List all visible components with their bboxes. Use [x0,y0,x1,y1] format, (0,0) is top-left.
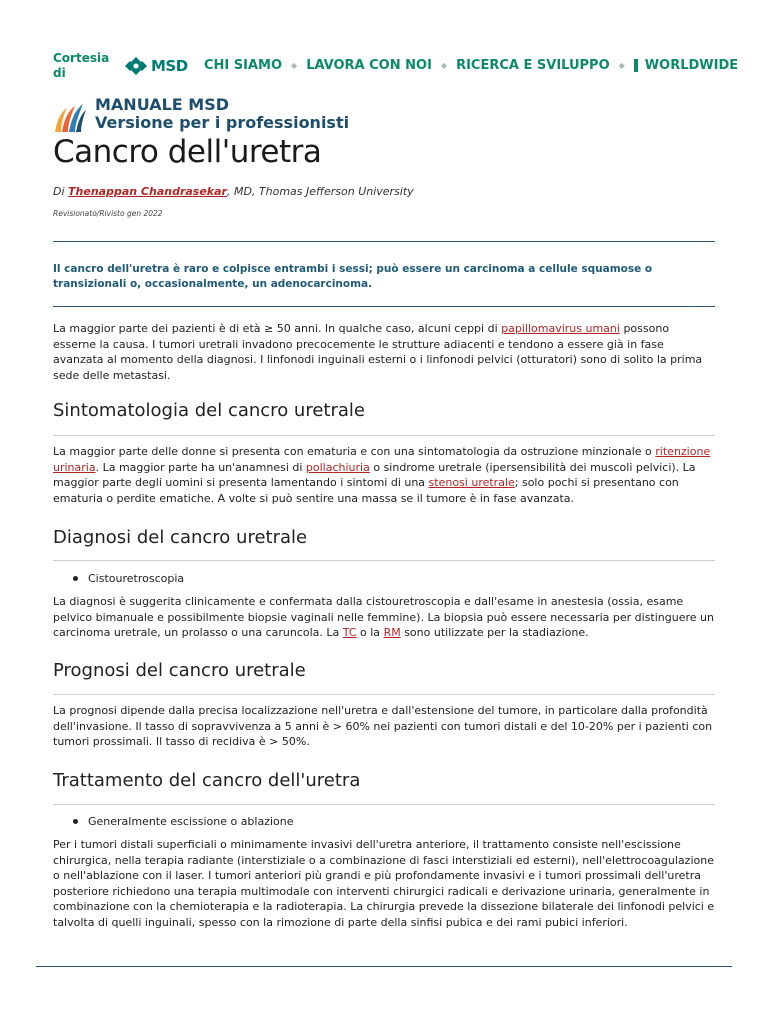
heading-diagnosis: Diagnosi del cancro uretrale [53,527,308,548]
byline-suffix: , MD, Thomas Jefferson University [226,185,414,198]
divider [53,560,715,561]
heading-prognosis: Prognosi del cancro uretrale [53,660,306,681]
top-nav [204,58,738,73]
divider [53,694,715,695]
manual-logo-icon [53,98,87,136]
intro-text-2: possono esserne la causa. I tumori uretrali invadono precocemente le strutture adiacenti e tendono a essere già in fase avanzata al momento della diagnosi. I linfonodi inguinali esterni o i linfonodi pelvici (otturatori) sono di solito la prima sede delle metastasi. [53,322,703,382]
prognosis-paragraph: La prognosi dipende dalla precisa localizzazione nell'uretra e dall'estensione del tumore, in particolare dalla profondità dell'invasione. Il tasso di sopravvivenza a 5 anni è > 60% nei pazienti con tumori distali e del 10-20% per i pazienti con tumori prossimali. Il tasso di recidiva è > 50%. [53,704,713,749]
diagnosis-paragraph [53,594,715,641]
summary-box: Il cancro dell'uretra è raro e colpisce entrambi i sessi; può essere un carcinoma a cellule squamose o transizionali o, occasionalmente, un adenocarcinoma. [53,263,653,290]
diagnosis-bullet [73,572,184,585]
diagnosis-bullet-text: Cistouretroscopia [88,572,185,585]
link-stenosi-uretrale[interactable]: stenosi uretrale [428,476,515,490]
divider [53,306,715,307]
manual-brand[interactable] [53,96,349,136]
footer-divider [36,966,732,967]
bullet-dot-icon [73,819,78,824]
link-pollachiuria[interactable]: pollachiuria [305,460,370,474]
brand-subtitle: Versione per i professionisti [95,113,350,132]
diagnosis-text-2: o la [356,626,384,640]
symptoms-text-1: La maggior parte delle donne si presenta con ematuria e con una sintomatologia da ostruzione minzionale o [53,445,656,458]
nav-separator-icon: ◆ [618,61,625,70]
nav-separator-icon: ◆ [440,61,448,70]
diagnosis-text-3: sono utilizzate per la stadiazione. [400,626,589,640]
symptoms-paragraph [53,444,715,506]
msd-logo-icon [125,56,147,76]
courtesy-label: Cortesia di [53,51,110,80]
symptoms-text-4: ; solo pochi si presentano con ematuria o perdite ematiche. A volte si può sentire una massa se il tumore è in fase avanzata. [53,476,679,505]
heading-symptoms: Sintomatologia del cancro uretrale [53,400,365,421]
page-title: Cancro dell'uretra [53,134,322,170]
author-link[interactable]: Thenappan Chandrasekar [68,185,227,198]
divider [53,241,715,242]
treatment-paragraph: Per i tumori distali superficiali o minimamente invasivi dell'uretra anteriore, il trattamento consiste nell'escissione chirurgica, nella terapia radiante (interstiziale o a combinazione di fasci interstiziali ed esterni), nell'elettrocoagulazione o nell'ablazione con il laser. I tumori anteriori più grandi e più profondamente invasivi e i tumori prossimali dell'uretra posteriore richiedono una terapia multimodale con interventi chirurgici radicali e derivazione urinaria, generalmente in combinazione con la chemioterapia e la radioterapia. La chirurgia prevede la dissezione bilaterale dei linfonodi pelvici e talvolta di quelli inguinali, spesso con la rimozione di parte della sinfisi pubica e dei rami pubici inferiori. [53,838,715,929]
brand-title: MANUALE MSD [95,95,229,114]
link-papillomavirus[interactable]: papillomavirus umani [501,322,620,335]
bullet-dot-icon [73,576,78,581]
divider [53,804,715,805]
msd-logo[interactable] [125,56,188,76]
link-rm[interactable]: RM [383,626,401,640]
nav-separator-icon: ◆ [291,61,298,70]
nav-worldwide-label: WORLDWIDE [644,58,739,73]
symptoms-text-2: . La maggior parte ha un'anamnesi di [95,460,306,474]
intro-text-1: La maggior parte dei pazienti è di età ≥ 50 anni. In qualche caso, alcuni ceppi di [53,322,502,335]
symptoms-text-3: o sindrome uretrale (ipersensibilità dei muscoli pelvici). La maggior parte degli uomini si presenta lamentando i sintomi di una [53,460,696,490]
divider [53,435,715,436]
revised-date: Revisionato/Rivisto gen 2022 [53,209,163,218]
link-tc[interactable]: TC [342,626,357,640]
treatment-bullet [73,815,294,828]
nav-ricerca-e-sviluppo[interactable]: RICERCA E SVILUPPO [456,58,610,73]
heading-treatment: Trattamento del cancro dell'uretra [53,770,361,791]
nav-chi-siamo[interactable]: CHI SIAMO [204,58,283,73]
treatment-bullet-text: Generalmente escissione o ablazione [88,815,294,828]
top-bar [53,50,739,100]
nav-lavora-con-noi[interactable]: LAVORA CON NOI [306,58,432,73]
msd-logo-text: MSD [151,57,188,75]
byline [53,185,414,198]
link-ritenzione-urinaria[interactable]: ritenzione urinaria [53,445,711,474]
byline-prefix: Di [53,185,69,198]
nav-worldwide[interactable] [634,58,738,73]
diagnosis-text-1: La diagnosi è suggerita clinicamente e confermata dalla cistouretroscopia e dall'esame in anestesia (ossia, esame pelvico bimanuale e possibilmente biopsie vaginali nelle femmine). La biopsia può essere necessaria per distinguere un carcinoma uretrale, un prolasso o una caruncola. La [53,595,714,640]
intro-paragraph [53,321,715,383]
worldwide-bar-icon [634,59,638,72]
